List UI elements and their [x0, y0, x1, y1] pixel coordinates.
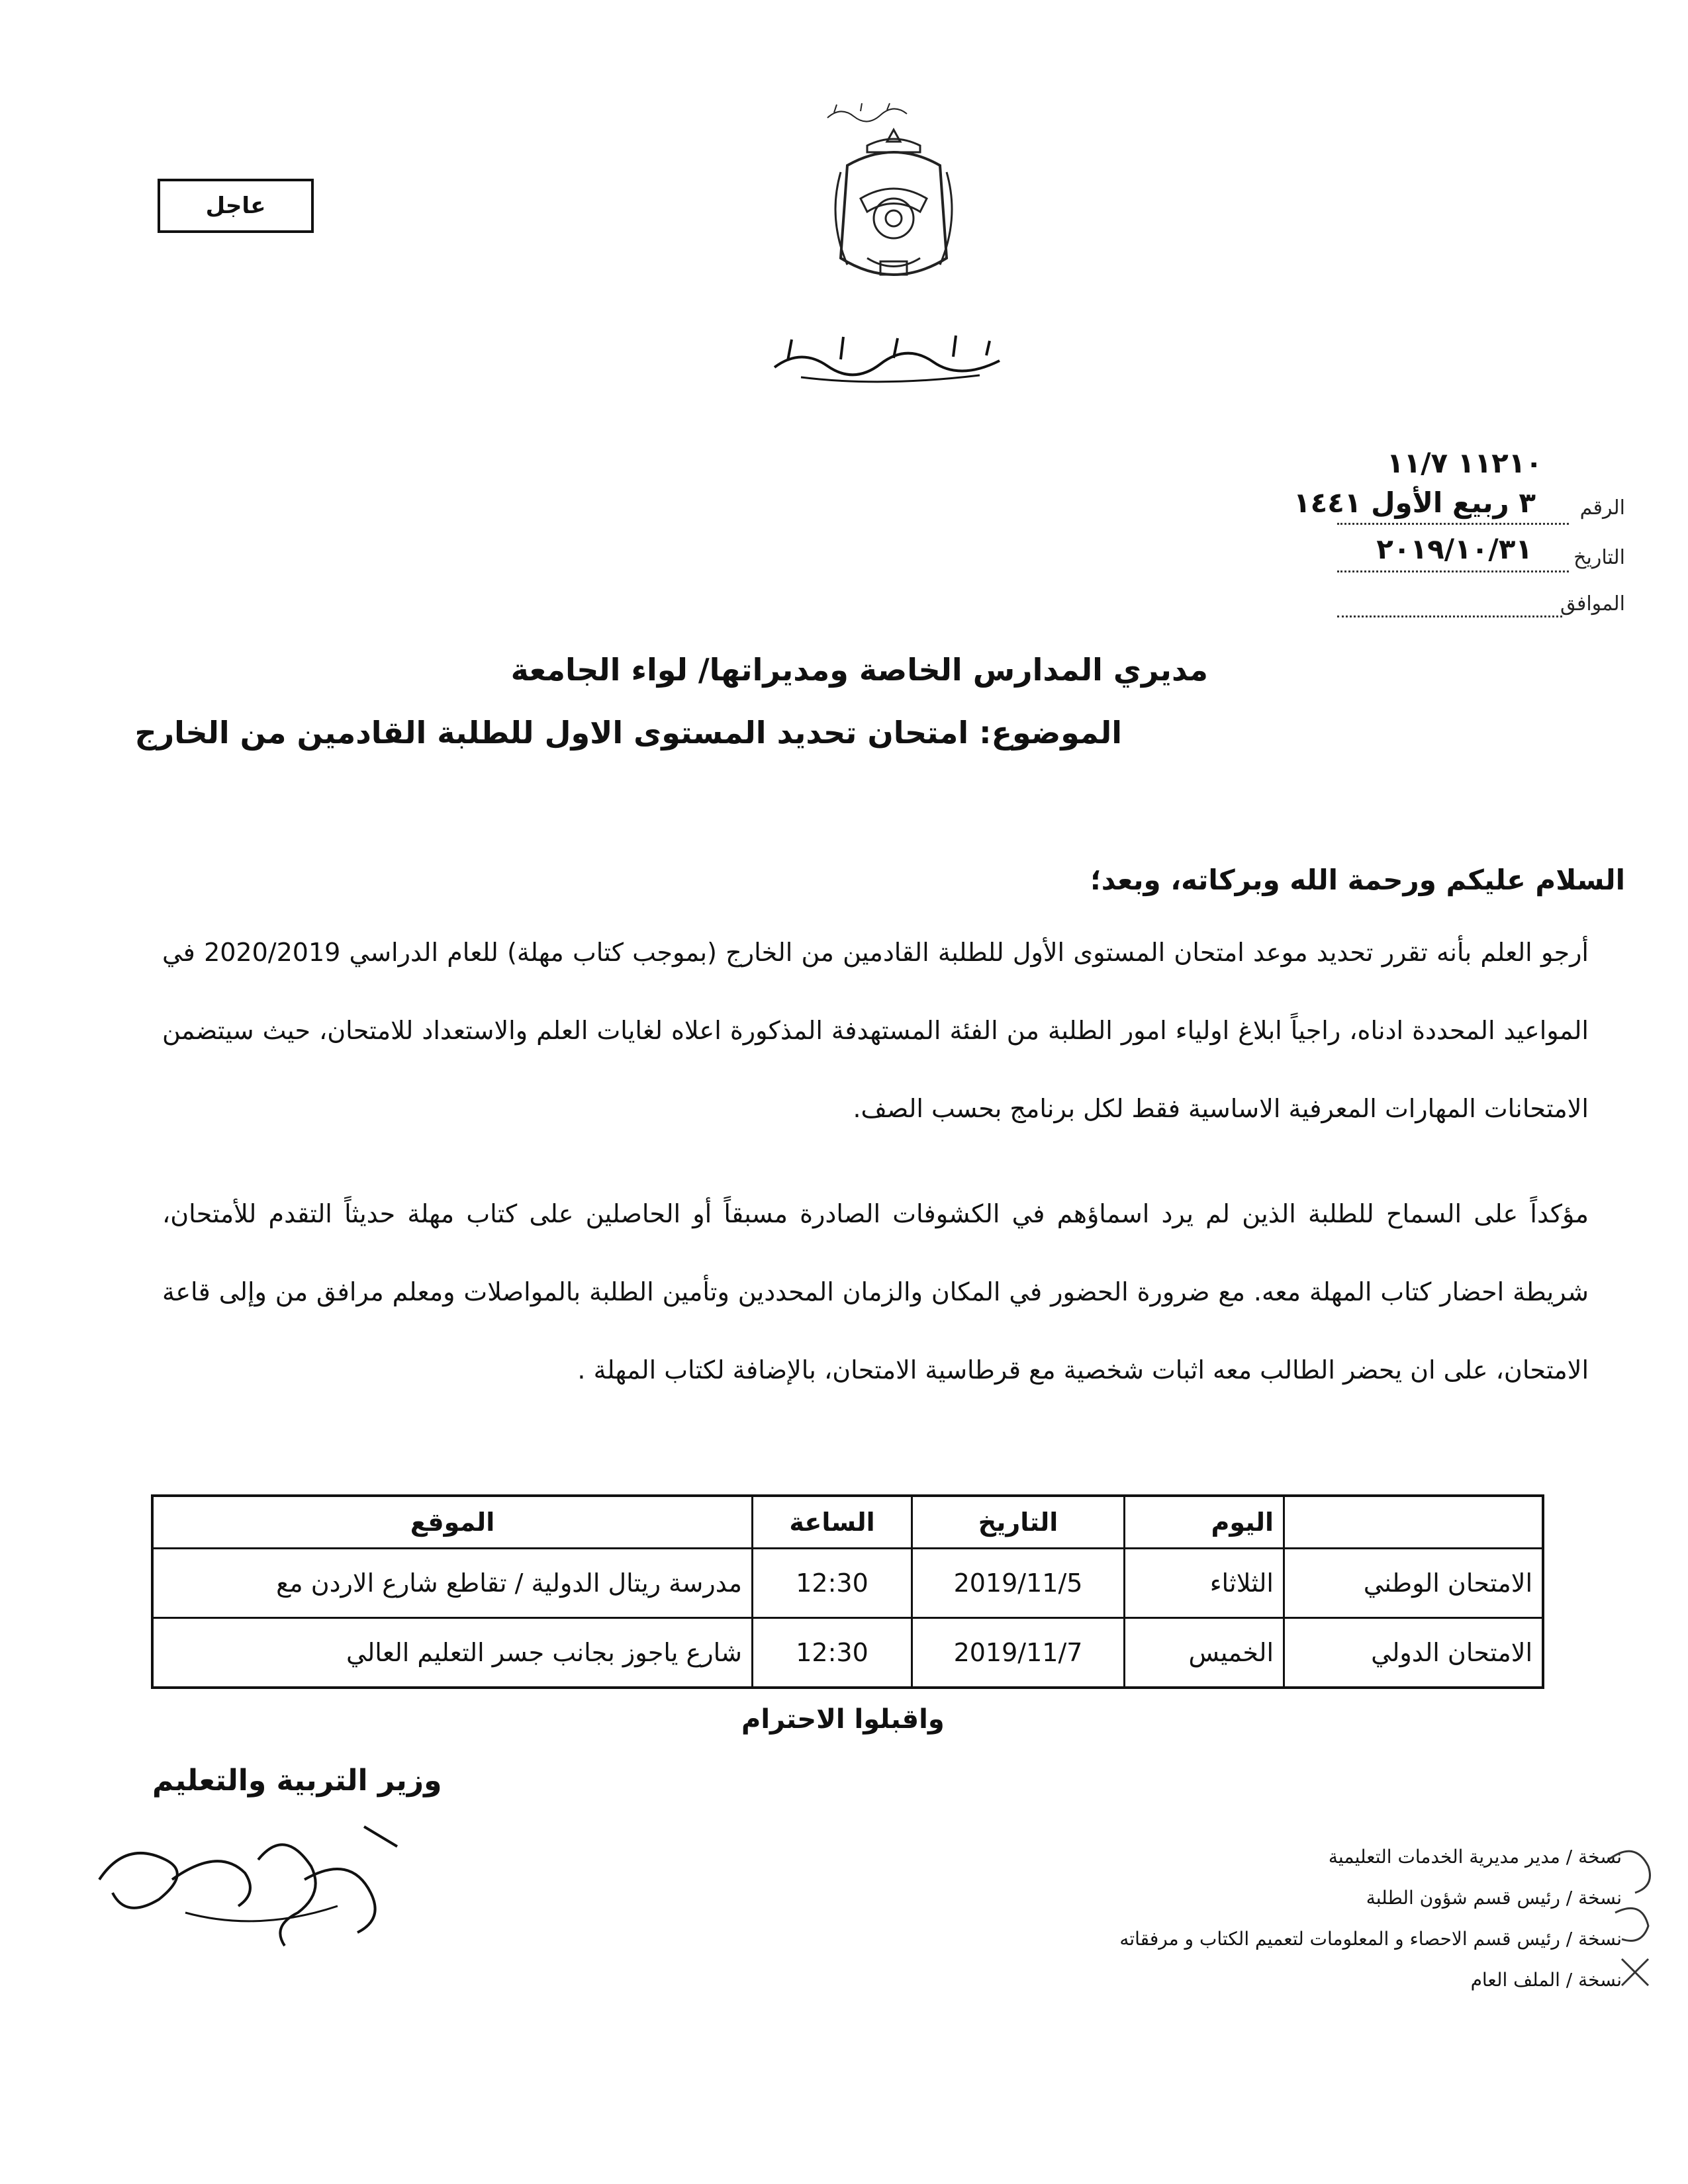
table-cell-time: 12:30: [753, 1618, 912, 1688]
reference-number-label: الرقم: [1579, 496, 1625, 520]
table-header-type: [1284, 1496, 1544, 1549]
marginal-handwriting-icon: [1595, 1833, 1668, 1992]
table-cell-date: 2019/11/5: [912, 1549, 1125, 1618]
reference-corresponding-dots: [1337, 615, 1562, 617]
reference-date-dots: [1337, 570, 1569, 572]
urgent-label: عاجل: [158, 179, 314, 233]
table-header-date: التاريخ: [912, 1496, 1125, 1549]
table-row: [152, 1549, 1543, 1618]
table-cell-type: الامتحان الوطني: [1284, 1549, 1544, 1618]
body-paragraph-1: أرجو العلم بأنه تقرر تحديد موعد امتحان المستوى الأول للطلبة القادمين من الخارج (بموجب كتاب مهلة) للعام الدراسي 2020/2019 في المواعيد المحددة ادناه، راجياً ابلاغ اولياء امور الطلبة من الفئة المستهدفة المذكورة اعلاه لغايات العلم والاستعداد للامتحان، حيث سيتضمن الامتحانات المهارات المعرفية الاساسية فقط لكل برنامج بحسب الصف.: [162, 938, 1589, 1123]
reference-number-dots: [1337, 523, 1569, 525]
copy-item: نسخة / رئيس قسم الاحصاء و المعلومات لتعميم الكتاب و مرفقاته: [1119, 1928, 1622, 1950]
reference-number-value: ٣ ربيع الأول ١٤٤١: [1293, 486, 1536, 519]
table-cell-time: 12:30: [753, 1549, 912, 1618]
closing-line: واقبلوا الاحترام: [741, 1704, 945, 1735]
reference-date-value: ٢٠١٩/١٠/٣١: [1376, 533, 1532, 565]
copy-item: نسخة / رئيس قسم شؤون الطلبة: [1366, 1887, 1622, 1909]
signatory-title: وزير التربية والتعليم: [152, 1764, 442, 1797]
reference-date-label: التاريخ: [1573, 546, 1625, 569]
table-cell-date: 2019/11/7: [912, 1618, 1125, 1688]
addressee: مديري المدارس الخاصة ومديراتها/ لواء الجامعة: [510, 652, 1208, 688]
table-header-location: الموقع: [152, 1496, 753, 1549]
basmala-calligraphy: [821, 99, 914, 126]
signature-icon: [86, 1800, 430, 1959]
table-cell-location-line-2: شارع ياجوز بجانب جسر التعليم العالي: [152, 1618, 753, 1688]
copy-item: نسخة / مدير مديرية الخدمات التعليمية: [1328, 1846, 1622, 1868]
table-header-time: الساعة: [753, 1496, 912, 1549]
table-row: [152, 1618, 1543, 1688]
ministry-calligraphy: [761, 328, 1013, 387]
ministry-logo: [761, 328, 1013, 387]
table-cell-type: الامتحان الدولي: [1284, 1618, 1544, 1688]
coat-of-arms-icon: [821, 126, 966, 298]
table-header-day: اليوم: [1125, 1496, 1284, 1549]
table-cell-day: الثلاثاء: [1125, 1549, 1284, 1618]
copy-item: نسخة / الملف العام: [1470, 1969, 1622, 1991]
table-cell-day: الخميس: [1125, 1618, 1284, 1688]
reference-corresponding-label: الموافق: [1560, 592, 1625, 615]
greeting: السلام عليكم ورحمة الله وبركاته، وبعد؛: [1090, 864, 1625, 896]
exam-schedule-table: [151, 1494, 1544, 1689]
subject-line: الموضوع: امتحان تحديد المستوى الاول للطلبة القادمين من الخارج: [134, 715, 1122, 751]
reference-number-top: ١١٢١٠ ١١/٧: [1386, 447, 1542, 479]
copies-list: [1119, 1837, 1622, 2001]
table-cell-location-line-1: مدرسة ريتال الدولية / تقاطع شارع الاردن مع: [152, 1549, 753, 1618]
table-header-row: [152, 1496, 1543, 1549]
body-paragraph-2: مؤكداً على السماح للطلبة الذين لم يرد اسماؤهم في الكشوفات الصادرة مسبقاً أو الحاصلين على كتاب مهلة حديثاً التقدم للأمتحان، شريطة احضار كتاب المهلة معه. مع ضرورة الحضور في المكان والزمان المحددين وتأمين الطلبة بالمواصلات ومعلم مرافق من وإلى قاعة الامتحان، على ان يحضر الطالب معه اثبات شخصية مع قرطاسية الامتحان، بالإضافة لكتاب المهلة .: [162, 1199, 1589, 1385]
